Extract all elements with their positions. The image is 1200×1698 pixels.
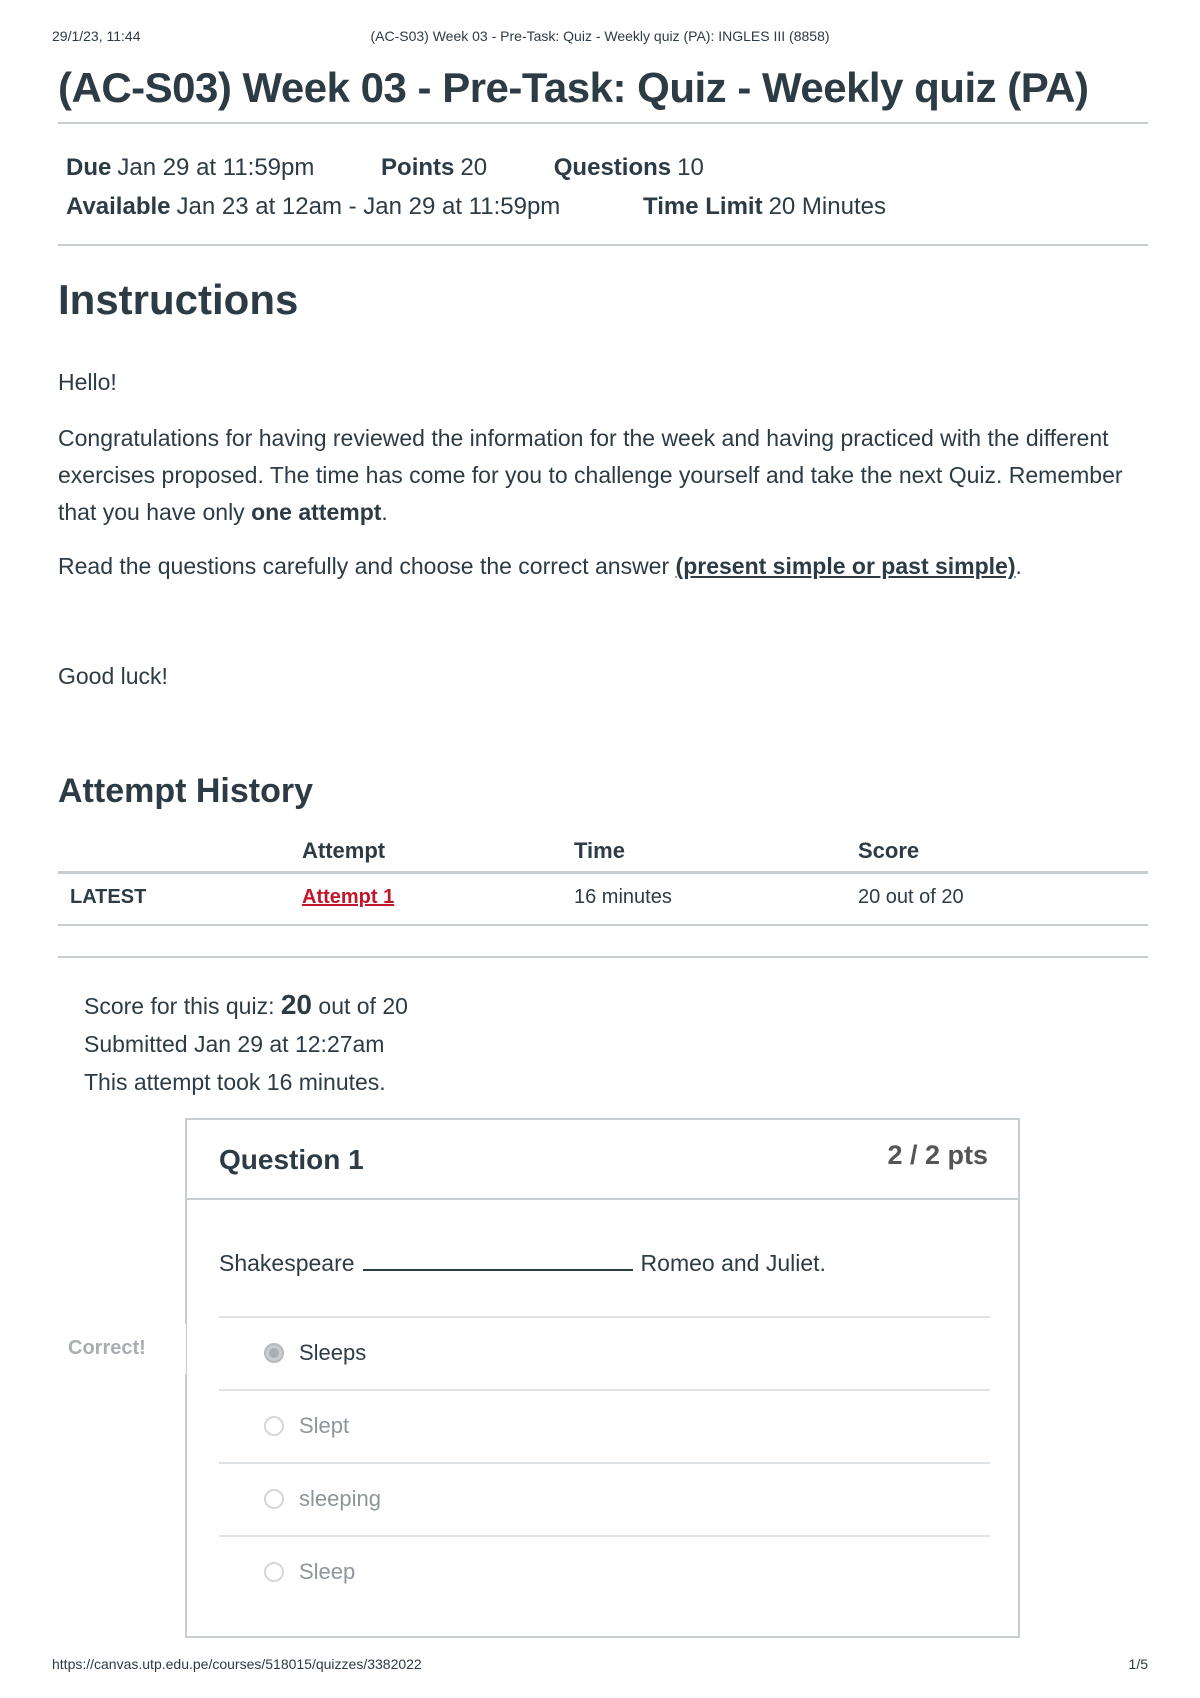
- questions-label: Questions: [553, 154, 672, 181]
- correct-flag-label: Correct!: [68, 1337, 146, 1359]
- latest-tag: LATEST: [70, 886, 147, 908]
- instructions-p2-end: .: [1015, 553, 1022, 579]
- question-text-after: Romeo and Juliet.: [640, 1250, 826, 1276]
- print-footer: [52, 1656, 1148, 1676]
- answer-label: Sleep: [299, 1559, 356, 1584]
- attempt-time: 16 minutes: [574, 886, 672, 908]
- print-url: https://canvas.utp.edu.pe/courses/518015/quizzes/3382022: [52, 1656, 422, 1672]
- page-title: (AC-S03) Week 03 - Pre-Task: Quiz - Weekly quiz (PA): [58, 64, 1089, 111]
- answer-label: sleeping: [299, 1486, 381, 1511]
- column-header-time: Time: [574, 838, 625, 863]
- title-divider: [58, 122, 1148, 124]
- attempt-history-table: [58, 832, 1148, 926]
- hello-text: Hello!: [58, 369, 117, 395]
- answer-label: Slept: [299, 1413, 350, 1438]
- print-header: [52, 28, 1148, 48]
- time-limit-label: Time Limit: [642, 193, 763, 220]
- attempt-score: 20 out of 20: [858, 886, 964, 908]
- due-label: Due: [66, 154, 112, 181]
- quiz-meta-row-2: [66, 193, 946, 221]
- print-page-number: 1/5: [1128, 1656, 1148, 1672]
- instructions-p1-bold: one attempt: [251, 499, 382, 525]
- print-date: 29/1/23, 11:44: [52, 28, 141, 44]
- time-limit-meta: [643, 193, 886, 221]
- instructions-p1-text: Congratulations for having reviewed the information for the week and having practiced with the different exercises proposed. The time has come for you to challenge yourself and take the next Quiz. Remember that you have only: [58, 425, 1123, 525]
- questions-value: 10: [677, 154, 704, 181]
- meta-divider: [58, 244, 1148, 246]
- score-summary: [84, 986, 408, 1101]
- points-value: 20: [460, 154, 488, 181]
- question-text: [219, 1250, 826, 1277]
- points-meta: [381, 154, 487, 182]
- instructions-paragraph-2: [58, 548, 1140, 585]
- instructions-p2-text: Read the questions carefully and choose the correct answer: [58, 553, 676, 579]
- answer-option[interactable]: [219, 1389, 990, 1462]
- answer-option[interactable]: [219, 1462, 990, 1535]
- available-value: Jan 23 at 12am - Jan 29 at 11:59pm: [176, 193, 561, 220]
- available-meta: [66, 193, 560, 221]
- score-line: [84, 986, 408, 1025]
- radio-icon[interactable]: [264, 1562, 284, 1582]
- answer-blank: [363, 1251, 633, 1271]
- question-1-card: [185, 1118, 1020, 1638]
- question-text-before: Shakespeare: [219, 1250, 355, 1276]
- radio-selected-icon[interactable]: [264, 1343, 284, 1363]
- question-header: [187, 1120, 1018, 1200]
- score-prefix: Score for this quiz:: [84, 993, 281, 1019]
- points-label: Points: [381, 154, 455, 181]
- table-row: [58, 874, 1148, 926]
- attempt-history-heading: Attempt History: [58, 772, 314, 810]
- question-title: Question 1: [219, 1144, 364, 1175]
- available-label: Available: [66, 193, 171, 220]
- answer-list: [219, 1316, 990, 1608]
- instructions-p2-emphasis: (present simple or past simple): [675, 553, 1016, 579]
- duration-line: This attempt took 16 minutes.: [84, 1069, 386, 1095]
- score-suffix: out of 20: [312, 993, 408, 1019]
- history-divider: [58, 956, 1148, 958]
- attempt-1-link[interactable]: Attempt 1: [302, 886, 395, 908]
- answer-label: Sleeps: [299, 1340, 367, 1365]
- radio-icon[interactable]: [264, 1489, 284, 1509]
- instructions-heading: Instructions: [58, 276, 299, 323]
- quiz-meta-row-1: [66, 154, 764, 182]
- answer-option[interactable]: [219, 1535, 990, 1608]
- instructions-paragraph-1: [58, 420, 1140, 531]
- column-header-score: Score: [858, 838, 920, 863]
- submitted-line: Submitted Jan 29 at 12:27am: [84, 1031, 385, 1057]
- print-title: (AC-S03) Week 03 - Pre-Task: Quiz - Weekly quiz (PA): INGLES III (8858): [370, 28, 830, 44]
- answer-option[interactable]: [219, 1316, 990, 1389]
- due-meta: [66, 154, 314, 182]
- time-limit-value: 20 Minutes: [768, 193, 886, 220]
- score-value: 20: [280, 989, 313, 1020]
- question-points: 2 / 2 pts: [887, 1140, 988, 1170]
- radio-icon[interactable]: [264, 1416, 284, 1436]
- good-luck-text: Good luck!: [58, 663, 168, 689]
- instructions-p1-end: .: [381, 499, 388, 525]
- questions-meta: [554, 154, 704, 182]
- due-value: Jan 29 at 11:59pm: [117, 154, 315, 181]
- column-header-attempt: Attempt: [302, 838, 386, 863]
- attempt-table-header: [58, 832, 1148, 874]
- correct-answer-flag: [60, 1324, 186, 1374]
